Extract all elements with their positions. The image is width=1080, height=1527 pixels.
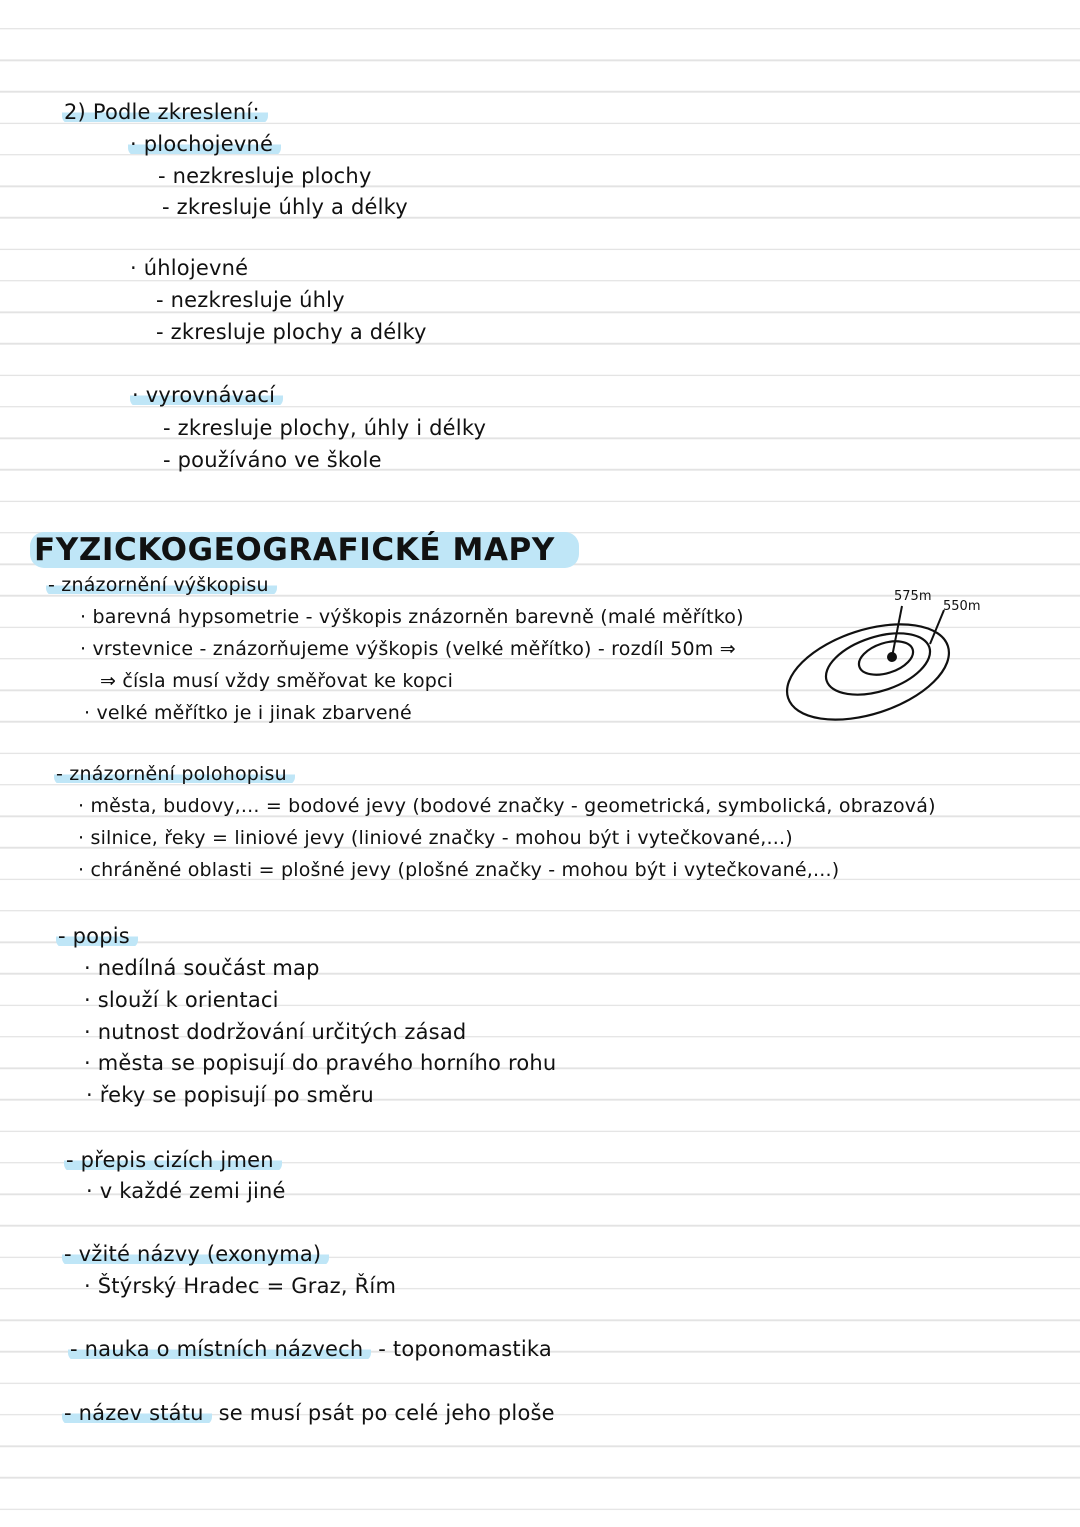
heading-popis: - popis xyxy=(56,922,138,950)
heading-vyskopis: - znázornění výškopisu xyxy=(46,571,277,599)
exonyma-line-1: · Štýrský Hradec = Graz, Řím xyxy=(84,1274,397,1298)
vyskopis-line-1: · barevná hypsometrie - výškopis znázorněn barevně (malé měřítko) xyxy=(80,606,744,628)
contour-outer xyxy=(775,606,961,730)
polohopis-line-2: · silnice, řeky = liniové jevy (liniové značky - mohou být i vytečkované,...) xyxy=(78,827,793,849)
item-uhlojevne: · úhlojevné xyxy=(130,256,249,280)
popis-line-2: · slouží k orientaci xyxy=(84,988,279,1012)
page-title: FYZICKOGEOGRAFICKÉ MAPY xyxy=(30,533,579,567)
nazev-statu-rest: se musí psát po celé jeho ploše xyxy=(218,1401,555,1425)
point-vyrovnavaci-1: - zkresluje plochy, úhly i délky xyxy=(163,416,487,440)
point-plochojevne-2: - zkresluje úhly a délky xyxy=(162,195,408,219)
nauka-term: - toponomastika xyxy=(378,1337,552,1361)
polohopis-line-1: · města, budovy,... = bodové jevy (bodové značky - geometrická, symbolická, obrazová) xyxy=(78,795,936,817)
label-pointer-575 xyxy=(892,606,902,657)
item-vyrovnavaci: · vyrovnávací xyxy=(130,381,283,409)
point-vyrovnavaci-2: - používáno ve škole xyxy=(163,448,382,472)
polohopis-line-3: · chráněné oblasti = plošné jevy (plošné značky - mohou být i vytečkované,...) xyxy=(78,859,840,881)
heading-exonyma: - vžité názvy (exonyma) xyxy=(62,1240,329,1268)
point-plochojevne-1: - nezkresluje plochy xyxy=(158,164,372,188)
popis-line-5: · řeky se popisují po směru xyxy=(86,1083,374,1107)
prepis-line-1: · v každé zemi jiné xyxy=(86,1179,286,1203)
point-uhlojevne-2: - zkresluje plochy a délky xyxy=(156,320,427,344)
contour-lines-diagram xyxy=(770,580,1000,730)
label-550m: 550m xyxy=(943,599,981,614)
nauka-line: - nauka o místních názvech - toponomastika xyxy=(70,1337,552,1361)
contour-inner xyxy=(855,635,918,681)
label-575m: 575m xyxy=(894,589,932,604)
heading-polohopis: - znázornění polohopisu xyxy=(54,760,295,788)
vyskopis-line-2: · vrstevnice - znázorňujeme výškopis (velké měřítko) - rozdíl 50m ⇒ xyxy=(80,638,736,660)
vyskopis-line-4: · velké měřítko je i jinak zbarvené xyxy=(84,702,412,724)
popis-line-4: · města se popisují do pravého horního rohu xyxy=(84,1051,557,1075)
heading-podle-zkresleni: 2) Podle zkreslení: xyxy=(62,98,268,126)
vyskopis-line-3: ⇒ čísla musí vždy směřovat ke kopci xyxy=(100,670,454,692)
label-pointer-550 xyxy=(930,610,944,644)
point-uhlojevne-1: - nezkresluje úhly xyxy=(156,288,345,312)
item-plochojevne: · plochojevné xyxy=(128,130,281,158)
nazev-statu-line: - název státu se musí psát po celé jeho ploše xyxy=(64,1401,555,1425)
heading-prepis: - přepis cizích jmen xyxy=(64,1146,282,1174)
popis-line-3: · nutnost dodržování určitých zásad xyxy=(84,1020,467,1044)
popis-line-1: · nedílná součást map xyxy=(84,956,320,980)
